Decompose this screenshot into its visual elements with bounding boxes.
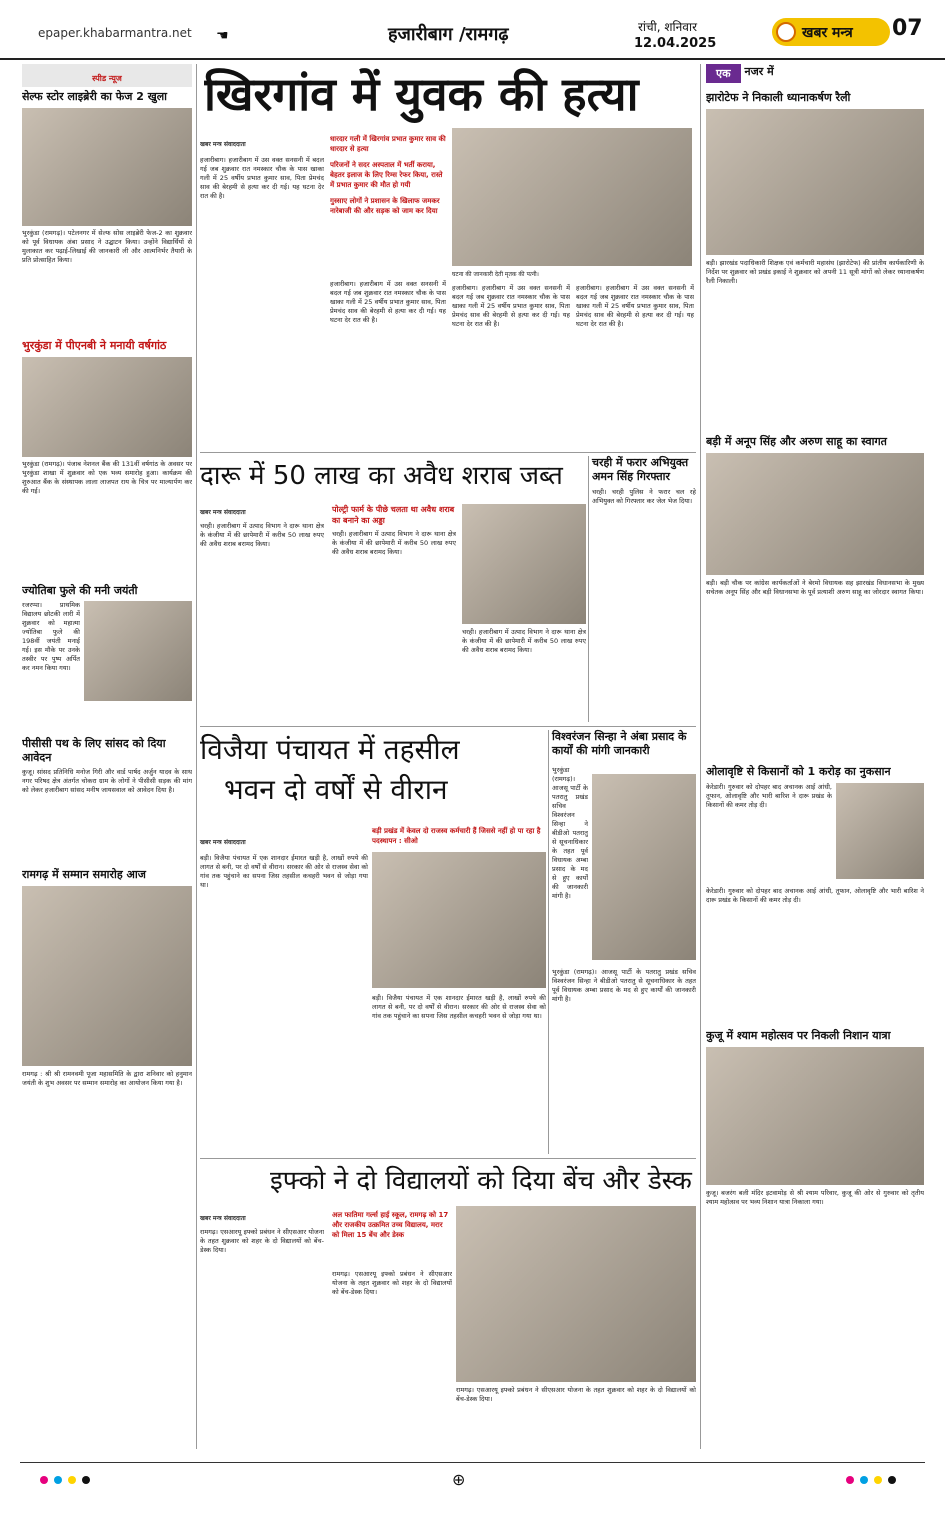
- photo: [22, 886, 192, 1066]
- registration-mark-icon: ⊕: [452, 1470, 466, 1489]
- story-headline: भुरकुंडा में पीएनबी ने मनायी वर्षगांठ: [22, 339, 167, 352]
- liquor-headline-wrap: [200, 456, 584, 500]
- photo: [706, 1047, 924, 1185]
- photo: [84, 601, 192, 701]
- story-headline-line-1: विजैया पंचायत में तहसील: [200, 733, 460, 766]
- photo: [372, 852, 546, 988]
- story-subhead: पोल्ट्री फार्म के पीछे चलता था अवैध शराब का बनाने का अड्डा: [332, 505, 455, 525]
- story-body: रामगढ़। एसआरयू इफ्को प्रबंधन ने सीएसआर योजना के तहत शुक्रवार को शहर के दो विद्यालयों को बेंच-डेस्क दिया।: [200, 1228, 324, 1254]
- story-body: बड़ी। झारखंड पदाधिकारी शिक्षक एवं कर्मचारी महासंघ (झारोटेफ) की प्रांतीय कार्यकारिणी के निर्देश पर शुक्रवार को प्रखंड इकाई ने शुक्रवार को अपनी 11 सूत्री मांगों को लेकर ध्यानाकर्षण रैली निकाली।: [706, 259, 924, 285]
- color-dot: [82, 1476, 90, 1484]
- color-dot: [874, 1476, 882, 1484]
- story-wrap: [706, 783, 924, 1023]
- bullet-item: परिजनों ने सदर अस्पताल में भर्ती कराया, बेहतर इलाज के लिए रिम्स रेफर किया, रास्ते में प्रभात कुमार की मौत हो गयी: [330, 161, 443, 189]
- story-body-cont: केरेडारी। गुरुवार को दोपहर बाद अचानक आई आंधी, तूफान, ओलावृष्टि और भारी बारिश ने दारू प्रखंड के किसानों की कमर तोड़ दी।: [706, 887, 924, 904]
- story-headline: दारू में 50 लाख का अवैध शराब जब्त: [200, 461, 563, 491]
- story-headline: झारोटेफ ने निकाली ध्यानाकर्षण रैली: [706, 91, 851, 104]
- masthead: [0, 0, 945, 60]
- bullet-item: गुस्साए लोगों ने प्रशासन के खिलाफ जमकर नारेबाजी की और सड़क को जाम कर दिया: [330, 197, 440, 215]
- color-dot: [860, 1476, 868, 1484]
- story-body: कुजू। बजरंग बली मंदिर इटवामोड़ से श्री श्याम परिवार, कुजू की ओर से गुरुवार को तृतीय श्याम महोत्सव पर भव्य निशान यात्रा निकाला गया।: [706, 1189, 924, 1206]
- portrait-photo: [592, 774, 696, 960]
- footer-rule: [20, 1462, 925, 1463]
- story-body-cont: रामगढ़। एसआरयू इफ्को प्रबंधन ने सीएसआर योजना के तहत शुक्रवार को शहर के दो विद्यालयों को बेंच-डेस्क दिया।: [332, 1270, 452, 1296]
- byline: खबर मन्त्र संवाददाता: [200, 839, 246, 846]
- lead-body-cont: हजारीबाग। हजारीबाग में उस वक्त सनसनी में बदल गई जब शुक्रवार रात नमस्कार चौक के पास खाका गली में 25 वर्षीय प्रभात कुमार साव, पिता प्रेमचंद साव की बेरहमी से हत्या कर दी गई। यह घटना देर रात की है।: [330, 280, 446, 324]
- photo: [22, 108, 192, 226]
- story-headline: इफ्को ने दो विद्यालयों को दिया बेंच और डेस्क: [270, 1166, 692, 1196]
- column-rule: [588, 456, 589, 722]
- section-name: हजारीबाग /रामगढ़: [388, 24, 509, 45]
- brand-name: खबर मन्त्र: [802, 25, 853, 41]
- color-dot: [40, 1476, 48, 1484]
- photo: [706, 109, 924, 255]
- column-rule: [700, 64, 701, 1449]
- color-dot: [68, 1476, 76, 1484]
- story-headline: ज्योतिबा फुले की मनी जयंती: [22, 584, 138, 597]
- story-body-cont: बड़ी। विजैया पंचायत में एक शानदार ईमारत खड़ी है, लाखों रुपये की लागत से बनी, पर दो वर्षों से वीरान। सरकार की ओर से राजस्व सेवा को गांव तक पहुंचाने का सपना जिस तहसील कचहरी भवन से जोड़ा गया था।: [372, 994, 546, 1020]
- column-rule: [548, 730, 549, 1154]
- story-body-cont: चरही। हजारीबाग में उत्पाद विभाग ने दारू थाना क्षेत्र के कंजीया में की छापेमारी में करीब 50 लाख रुपए की अवैध शराब बरामद किया।: [462, 628, 586, 654]
- byline: खबर मन्त्र संवाददाता: [200, 1215, 246, 1222]
- lead-headline: खिरगांव में युवक की हत्या: [204, 67, 639, 121]
- story-quote: बड़ी प्रखंड में केवल दो राजस्व कर्मचारी हैं जिससे नहीं हो पा रहा है पदस्थापन : सीओ: [372, 827, 541, 845]
- brand-emblem-icon: [776, 22, 796, 42]
- story-body: भुरकुंडा (रामगढ़)। आजसू पार्टी के पतरातु प्रखंड सचिव विश्वरंजन सिन्हा ने बीडीओ पतरातु से सूचनाधिकार के तहत पूर्व विधायक अम्बा प्रसाद के मद से हुए कार्यों की जानकारी मांगी है।: [552, 766, 588, 900]
- story-body-cont: चरही। हजारीबाग में उत्पाद विभाग ने दारू थाना क्षेत्र के कंजीया में की छापेमारी में करीब 50 लाख रुपए की अवैध शराब बरामद किया।: [332, 530, 456, 556]
- section-rule: [200, 1158, 696, 1159]
- tag-two: नजर में: [744, 65, 774, 78]
- story-headline: रामगढ़ में सम्मान समारोह आज: [22, 868, 146, 881]
- story-body: कुजू। सांसद प्रतिनिधि मनोज गिरी और वार्ड पार्षद अर्जुन यादव के साथ नगर परिषद क्षेत्र अंतर्गत चोकरा ग्राम के लोगों ने पीसीसी सड़क की मांग को लेकर हजारीबाग सांसद मनीष जायसवाल को आवेदन दिया है।: [22, 768, 192, 794]
- story-headline: विश्वरंजन सिन्हा ने अंबा प्रसाद के कार्यों की मांगी जानकारी: [552, 730, 687, 757]
- story-headline: पीसीसी पथ के लिए सांसद को दिया आवेदन: [22, 737, 166, 764]
- tahsil-headline-wrap: [200, 730, 540, 818]
- lead-photo: [452, 128, 692, 266]
- story-headline: ओलावृष्टि से किसानों को 1 करोड़ का नुकसान: [706, 765, 891, 778]
- tag-one: एक: [706, 64, 741, 83]
- lead-bullets: [330, 134, 446, 274]
- story-headline: कुजू में श्याम महोत्सव पर निकली निशान यात्रा: [706, 1029, 891, 1042]
- ek-nazar-tag: [706, 64, 924, 83]
- column-rule: [196, 64, 197, 1449]
- hand-cursor-icon: ☚: [216, 28, 229, 44]
- photo: [462, 504, 586, 624]
- photo: [22, 357, 192, 457]
- site-url[interactable]: epaper.khabarmantra.net: [38, 26, 192, 40]
- story-body-cont: रामगढ़। एसआरयू इफ्को प्रबंधन ने सीएसआर योजना के तहत शुक्रवार को शहर के दो विद्यालयों को बेंच-डेस्क दिया।: [456, 1386, 696, 1403]
- right-column: [706, 64, 924, 1449]
- story-body: भुरकुंडा (रामगढ़)। पटेलनगर में सेल्फ सोस लाइब्रेरी फेज-2 का शुक्रवार को पूर्व विधायक अंबा प्रसाद ने उद्घाटन किया। उन्होंने विद्यार्थियों से मुलाकात कर पढ़ाई-लिखाई की जानकारी ली और आत्मनिर्भर तैयारी के प्रति प्रोत्साहित किया।: [22, 229, 192, 264]
- photo: [456, 1206, 696, 1382]
- lead-byline-wrap: [200, 140, 324, 156]
- bullet-item: धारदार गली में खिरगांव प्रभात कुमार साव की धारदार से हत्या: [330, 135, 446, 153]
- section-rule: [200, 452, 696, 453]
- story-body: रामगढ़ : श्री श्री रामनवमी पूजा महासमिति के द्वारा शनिवार को हनुमान जयंती के शुभ अवसर पर सम्मान समारोह का आयोजन किया गया है।: [22, 1070, 192, 1087]
- story-body: केरेडारी। गुरुवार को दोपहर बाद अचानक आई आंधी, तूफान, ओलावृष्टि और भारी बारिश ने दारू प्रखंड के किसानों की कमर तोड़ दी।: [706, 783, 832, 809]
- story-headline: सेल्फ स्टोर लाइब्रेरी का फेज 2 खुला: [22, 90, 168, 103]
- story-body: रजरप्पा। प्राथमिक विद्यालय छोटकी लारी में शुक्रवार को महात्मा ज्योतिबा फुले की 198वीं जयंती मनाई गई। इस मौके पर उनके तस्वीर पर पुष्प अर्पित कर नमन किया गया।: [22, 601, 80, 672]
- story-headline-line-2: भवन दो वर्षों से वीरान: [224, 773, 448, 806]
- color-dot: [888, 1476, 896, 1484]
- page-number: 07: [892, 16, 923, 41]
- speed-news-tag: [22, 64, 192, 87]
- story-headline: बड़ी में अनूप सिंह और अरुण साहू का स्वागत: [706, 435, 887, 448]
- left-column: [22, 64, 192, 1449]
- lead-body: हजारीबाग। हजारीबाग में उस वक्त सनसनी में बदल गई जब शुक्रवार रात नमस्कार चौक के पास खाका गली में 25 वर्षीय प्रभात कुमार साव, पिता प्रेमचंद साव की बेरहमी से हत्या कर दी गई। यह घटना देर रात की है।: [200, 156, 324, 200]
- color-dot: [54, 1476, 62, 1484]
- color-dot: [846, 1476, 854, 1484]
- story-headline: चरही में फरार अभियुक्त अमन सिंह गिरफ्तार: [592, 456, 689, 483]
- city-day: रांची, शनिवार: [638, 20, 697, 34]
- story-body-cont: भुरकुंडा (रामगढ़)। आजसू पार्टी के पतरातु प्रखंड सचिव विश्वरंजन सिन्हा ने बीडीओ पतरातु से सूचनाधिकार के तहत पूर्व विधायक अम्बा प्रसाद के मद से हुए कार्यों की जानकारी मांगी है।: [552, 968, 696, 1003]
- byline: खबर मन्त्र संवाददाता: [200, 141, 246, 148]
- photo: [836, 783, 924, 879]
- story-body: चरही। चरही पुलिस ने फरार चल रहे अभियुक्त को गिरफ्तार कर जेल भेज दिया।: [592, 488, 696, 505]
- byline: खबर मन्त्र संवाददाता: [200, 509, 246, 516]
- brand-logo: [772, 18, 890, 46]
- story-wrap: [22, 601, 192, 731]
- story-subhead: अल फातिमा गर्ल्स हाई स्कूल, रामगढ़ को 17 और राजकीय उत्क्रमित उच्च विद्यालय, मरार को मिला 15 बेंच और डेस्क: [332, 1211, 449, 1239]
- speed-news-label: स्पीड न्यूज: [92, 74, 122, 83]
- story-body: बड़ी। बड़ी चौक पर कांग्रेस कार्यकर्ताओं ने बेरमो विधायक सह झारखंड विधानसभा के मुख्य सचेतक अनूप सिंह और बड़ी विधानसभा के पूर्व प्रत्याशी अरुण साहू का जोरदार स्वागत किया।: [706, 579, 924, 596]
- publication-date: 12.04.2025: [634, 36, 717, 51]
- story-body: भुरकुंडा (रामगढ़)। पंजाब नेशनल बैंक की 131वीं वर्षगांठ के अवसर पर भुरकुंडा शाखा में शुक्रवार को एक भव्य समारोह हुआ। कार्यक्रम की शुरुआत बैंक के संस्थापक लाला लाजपत राय के चित्र पर माल्यार्पण कर की गई।: [22, 460, 192, 495]
- section-rule: [200, 726, 696, 727]
- photo-caption: घटना की जानकारी देती मृतक की पत्नी।: [452, 271, 539, 278]
- story-body: बड़ी। विजैया पंचायत में एक शानदार ईमारत खड़ी है, लाखों रुपये की लागत से बनी, पर दो वर्षों से वीरान। सरकार की ओर से राजस्व सेवा को गांव तक पहुंचाने का सपना जिस तहसील कचहरी भवन से जोड़ा गया था।: [200, 854, 368, 889]
- lead-body-cont: हजारीबाग। हजारीबाग में उस वक्त सनसनी में बदल गई जब शुक्रवार रात नमस्कार चौक के पास खाका गली में 25 वर्षीय प्रभात कुमार साव, पिता प्रेमचंद साव की बेरहमी से हत्या कर दी गई। यह घटना देर रात की है।: [576, 284, 694, 328]
- iffco-headline-wrap: [200, 1162, 696, 1202]
- lead-body-cont: हजारीबाग। हजारीबाग में उस वक्त सनसनी में बदल गई जब शुक्रवार रात नमस्कार चौक के पास खाका गली में 25 वर्षीय प्रभात कुमार साव, पिता प्रेमचंद साव की बेरहमी से हत्या कर दी गई। यह घटना देर रात की है।: [452, 284, 570, 328]
- story-body: चरही। हजारीबाग में उत्पाद विभाग ने दारू थाना क्षेत्र के कंजीया में की छापेमारी में करीब 50 लाख रुपए की अवैध शराब बरामद किया।: [200, 522, 324, 548]
- photo: [706, 453, 924, 575]
- lead-headline-wrap: [204, 64, 694, 134]
